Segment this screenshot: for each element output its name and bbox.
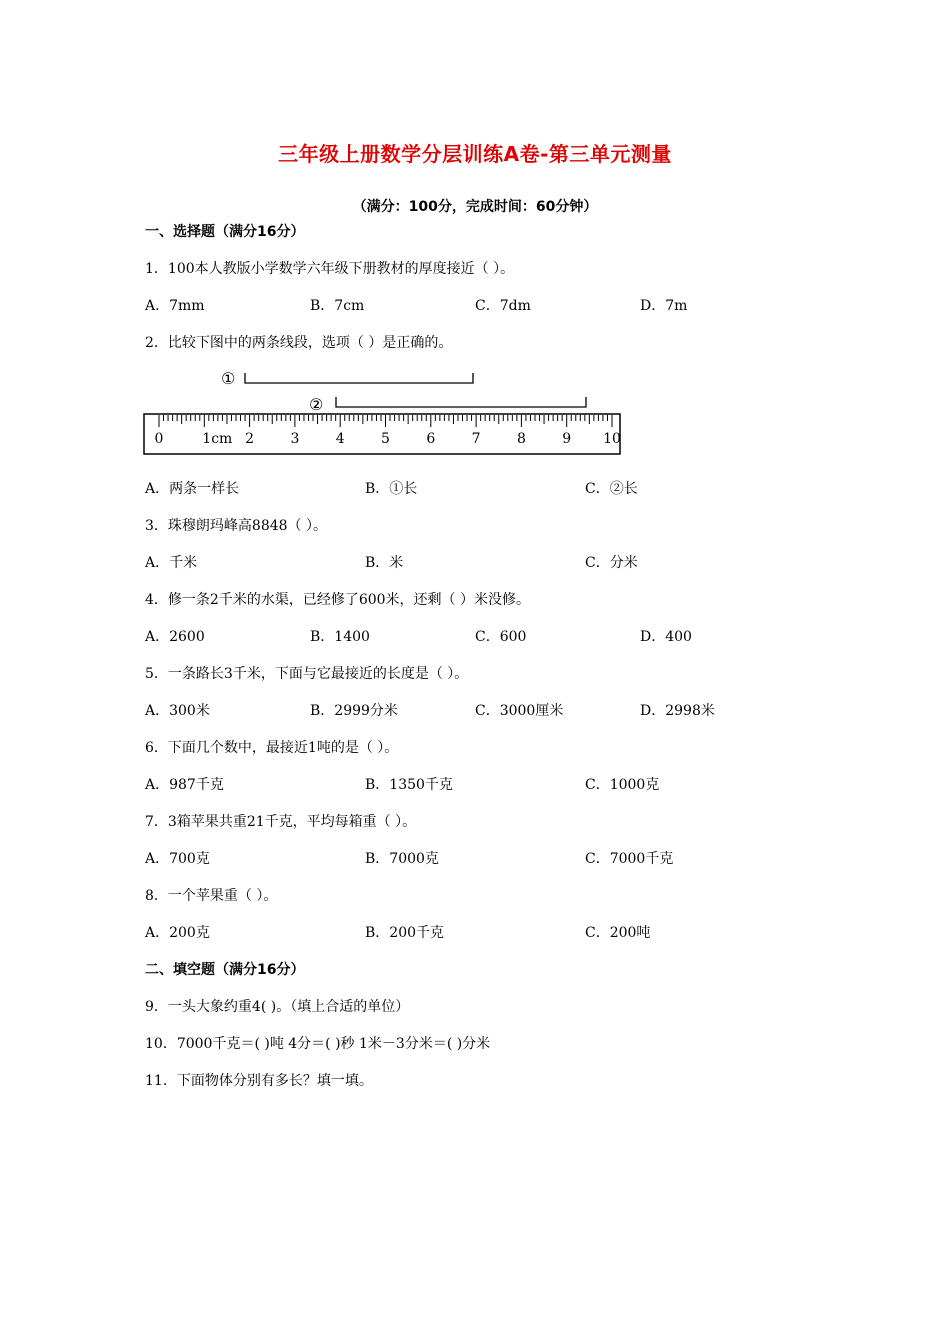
ruler-number: 4 [335,431,345,447]
q7-option-a: A．700克 [145,851,210,867]
ruler-number: 8 [516,431,526,447]
ruler-number: 10 [603,431,621,447]
question-10: 10．7000千克＝( )吨 4分＝( )秒 1米－3分米＝( )分米 [145,1036,491,1052]
q4-option-a: A．2600 [145,629,205,645]
q3-option-b: B．米 [365,555,404,571]
ruler-number: 3 [290,431,300,447]
q8-option-c: C．200吨 [585,925,651,941]
section-heading-choice: 一、选择题（满分16分） [145,224,305,240]
q4-option-d: D．400 [640,629,692,645]
q7-option-b: B．7000克 [365,851,439,867]
question-7: 7．3箱苹果共重21千克，平均每箱重（ ）。 [145,814,417,830]
q8-option-a: A．200克 [145,925,210,941]
q7-option-c: C．7000千克 [585,851,674,867]
q5-option-a: A．300米 [145,703,210,719]
ruler-number: 1cm [202,431,233,447]
question-4: 4．修一条2千米的水渠，已经修了600米，还剩（ ）米没修。 [145,592,530,608]
ruler-number: 9 [562,431,572,447]
q5-option-d: D．2998米 [640,703,715,719]
q2-option-b: B．①长 [365,481,418,497]
q6-option-b: B．1350千克 [365,777,453,793]
question-8: 8．一个苹果重（ ）。 [145,888,278,904]
q4-option-c: C．600 [475,629,527,645]
question-3: 3．珠穆朗玛峰高8848（ ）。 [145,518,327,534]
question-6: 6．下面几个数中，最接近1吨的是（ ）。 [145,740,399,756]
page-subtitle: （满分：100分，完成时间：60分钟） [352,199,598,215]
q3-option-c: C．分米 [585,555,638,571]
q1-option-c: C．7dm [475,298,531,314]
question-11: 11．下面物体分别有多长？填一填。 [145,1073,373,1089]
q6-option-c: C．1000克 [585,777,660,793]
q2-option-a: A．两条一样长 [145,481,240,497]
ruler-svg [143,365,623,460]
segment-1 [245,373,473,383]
question-9: 9．一头大象约重4( )。（填上合适的单位） [145,999,410,1015]
question-5: 5．一条路长3千米，下面与它最接近的长度是（ ）。 [145,666,469,682]
q2-option-c: C．②长 [585,481,638,497]
question-2: 2．比较下图中的两条线段，选项（ ）是正确的。 [145,335,453,351]
q1-option-a: A．7mm [145,298,205,314]
q8-option-b: B．200千克 [365,925,445,941]
q3-option-a: A．千米 [145,555,198,571]
segment-1-label: ① [221,369,236,388]
segment-2-label: ② [309,395,324,414]
q6-option-a: A．987千克 [145,777,224,793]
page-title: 三年级上册数学分层训练A卷-第三单元测量 [278,142,672,166]
ruler-number: 7 [471,431,481,447]
q5-option-c: C．3000厘米 [475,703,564,719]
q1-option-d: D．7m [640,298,688,314]
ruler-number: 0 [154,431,164,447]
ruler-figure [143,365,623,460]
ruler-number: 6 [426,431,436,447]
q5-option-b: B．2999分米 [310,703,398,719]
ruler-number: 2 [245,431,255,447]
ruler-number: 5 [381,431,390,447]
segment-2 [336,397,586,407]
q1-option-b: B．7cm [310,298,365,314]
q4-option-b: B．1400 [310,629,370,645]
question-1: 1．100本人教版小学数学六年级下册教材的厚度接近（ ）。 [145,261,515,277]
section-heading-fill: 二、填空题（满分16分） [145,962,305,978]
